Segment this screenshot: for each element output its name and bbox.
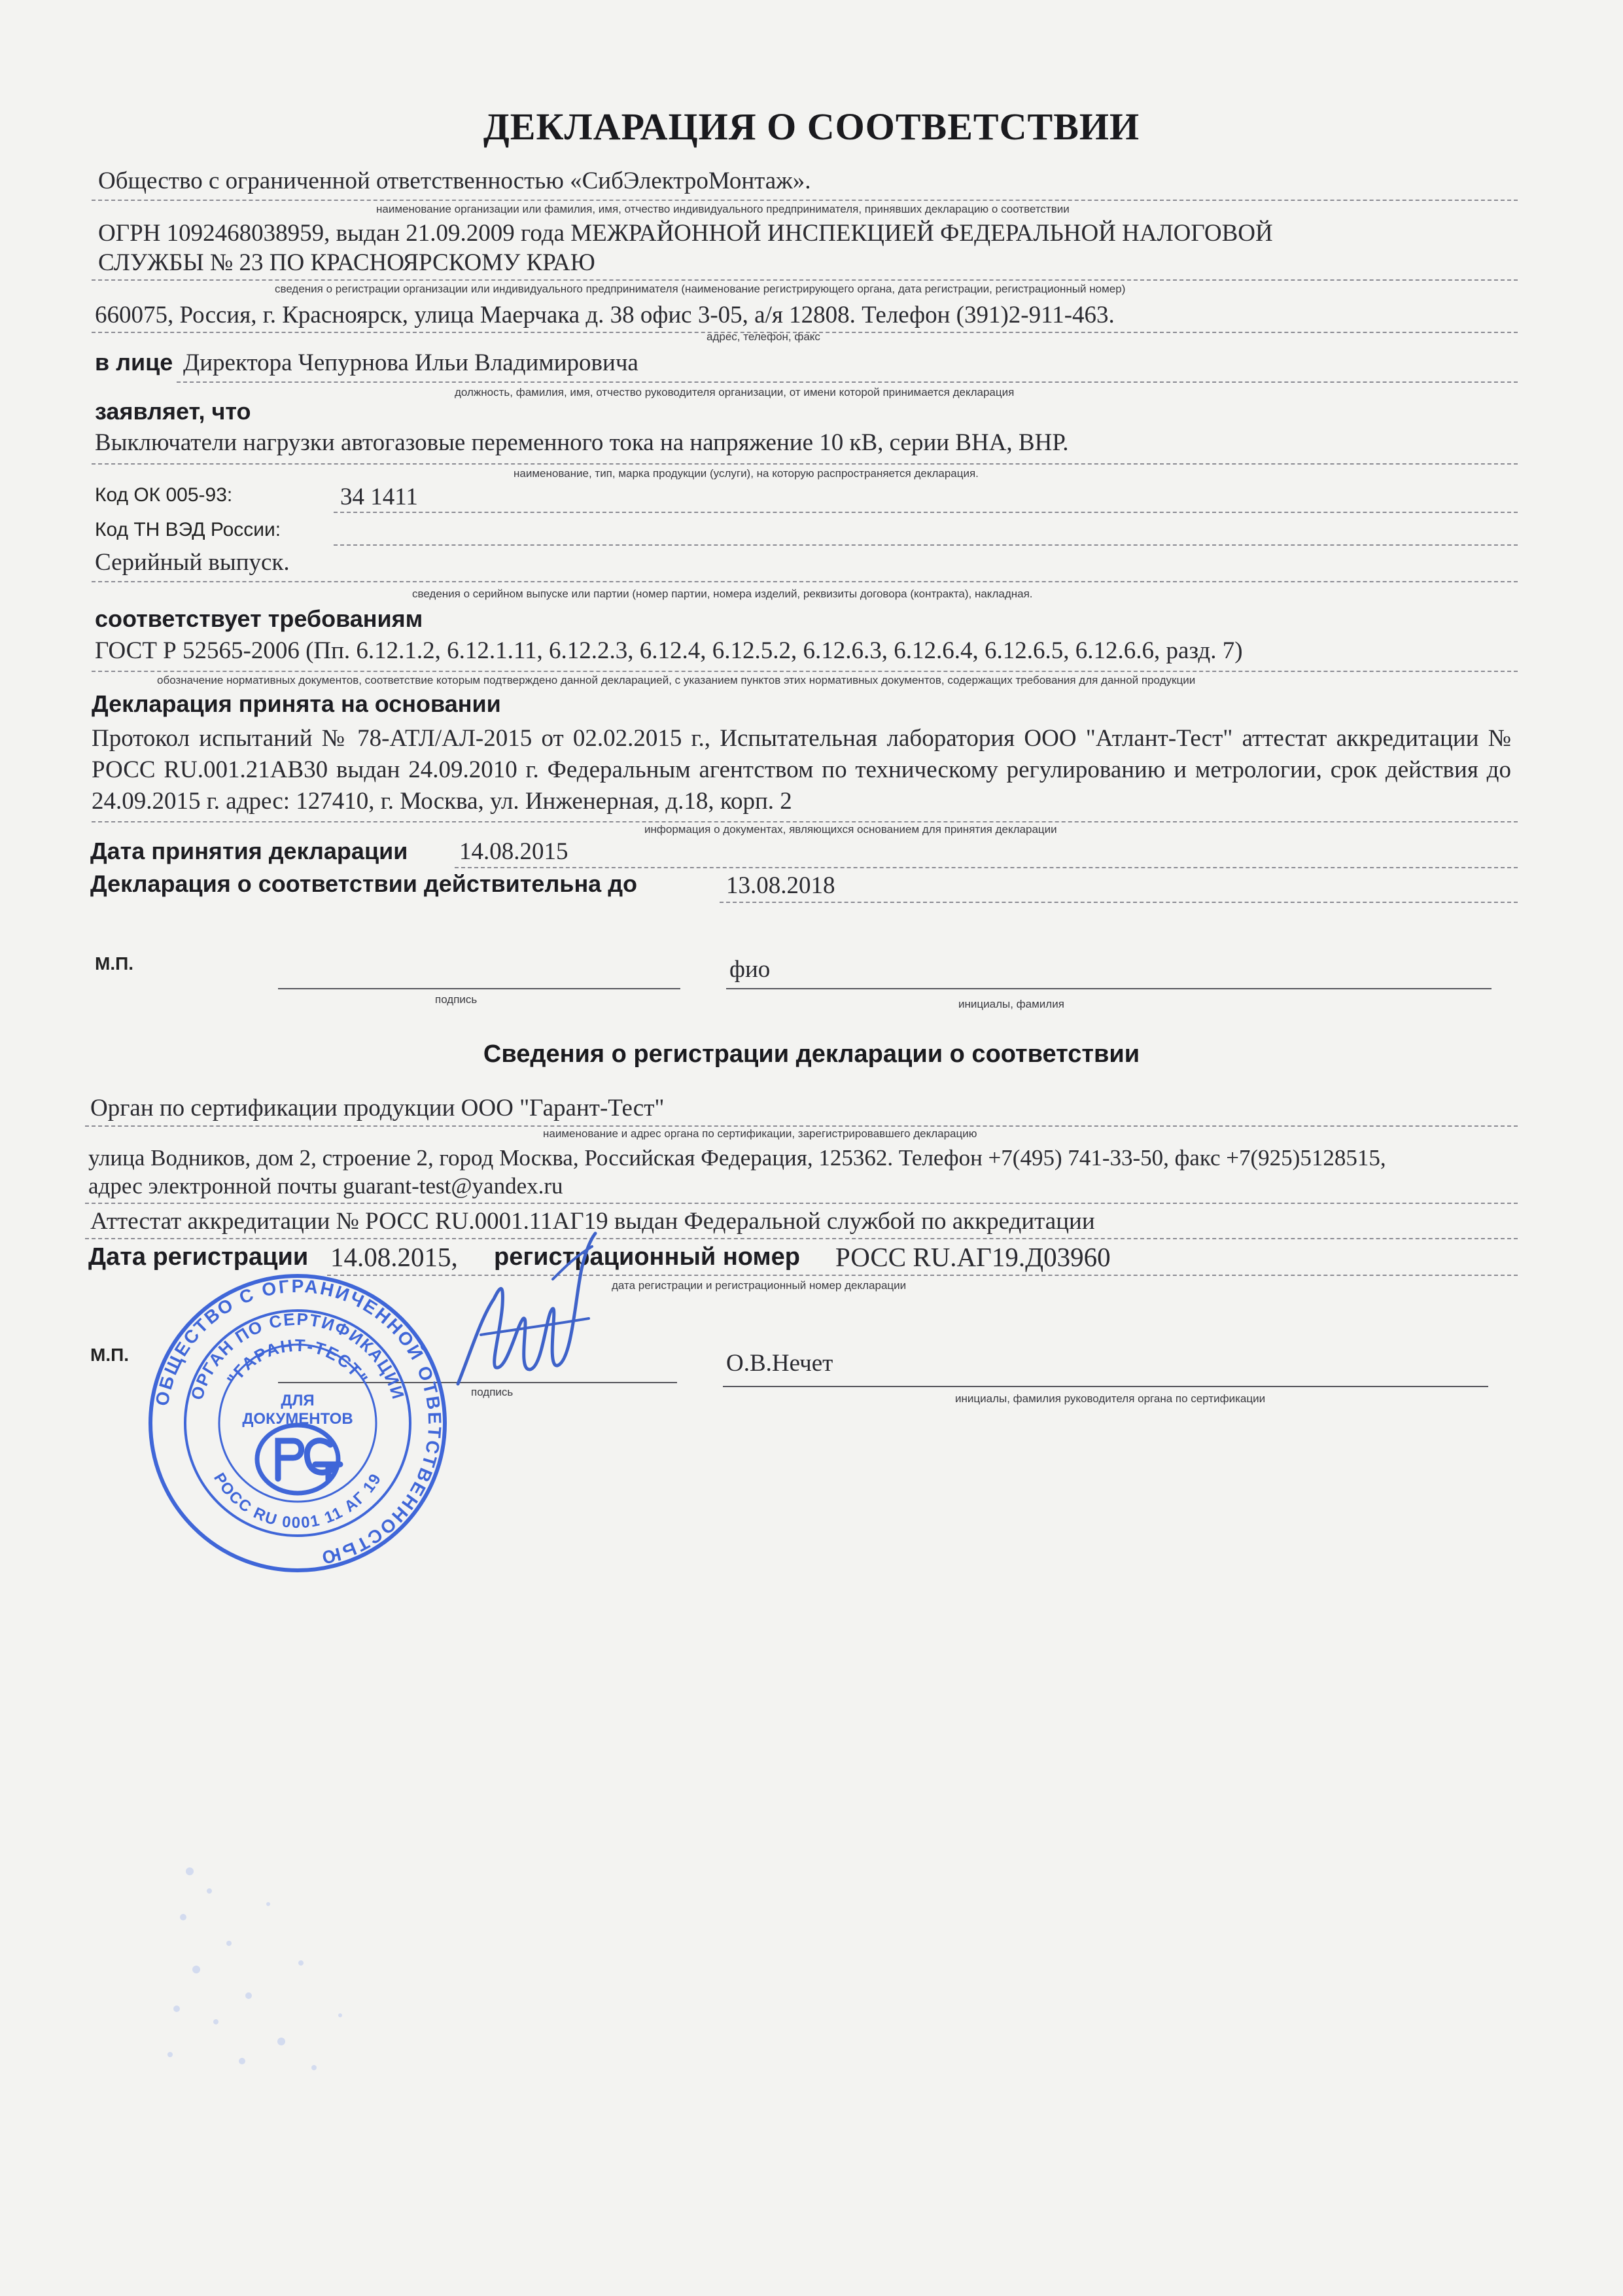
- certification-stamp: [144, 1269, 451, 1577]
- person-value: Директора Чепурнова Ильи Владимировича: [183, 349, 638, 376]
- cert-body-address-line-1: улица Водников, дом 2, строение 2, город Москва, Российская Федерация, 125362. Телефон +7(495) 741-33-50, факс +7(925)5128515,: [88, 1145, 1386, 1171]
- signature-line: [278, 988, 680, 989]
- conforms-label: соответствует требованиям: [95, 605, 423, 632]
- cert-head-line: [723, 1386, 1488, 1387]
- cert-body-address-line-2: адрес электронной почты guarant-test@yandex.ru: [88, 1173, 563, 1199]
- cert-body-name: Орган по сертификации продукции ООО "Гарант-Тест": [90, 1095, 665, 1122]
- declares-label: заявляет, что: [95, 398, 251, 425]
- cert-head-name: О.В.Нечет: [726, 1350, 833, 1377]
- registration-date-hint: дата регистрации и регистрационный номер декларации: [612, 1279, 907, 1292]
- registration-date-label: Дата регистрации: [88, 1243, 309, 1271]
- stamp-inner-name: "ГАРАНТ-ТЕСТ": [222, 1335, 373, 1388]
- accept-date-line: [455, 867, 1518, 868]
- org-address: 660075, Россия, г. Красноярск, улица Маерчака д. 38 офис 3-05, а/я 12808. Телефон (391)2-911-463.: [95, 302, 1115, 328]
- person-label: в лице: [95, 349, 173, 376]
- registration-line: [92, 279, 1518, 281]
- cert-signature-hint: подпись: [471, 1386, 514, 1398]
- serial-line: [92, 581, 1518, 582]
- product-description: Выключатели нагрузки автогазовые переменного тока на напряжение 10 кВ, серии ВНА, ВНР.: [95, 429, 1069, 456]
- ok-code-value: 34 1411: [340, 484, 418, 510]
- fio-line: [726, 988, 1492, 989]
- accreditation-text: Аттестат аккредитации № РОСС RU.0001.11АГ19 выдан Федеральной службой по аккредитации: [90, 1208, 1095, 1235]
- registration-number-label: регистрационный номер: [494, 1243, 800, 1271]
- cert-stamp-place-label: М.П.: [90, 1345, 130, 1365]
- valid-until-label: Декларация о соответствии действительна до: [90, 870, 638, 897]
- tnved-label: Код ТН ВЭД России:: [95, 519, 281, 540]
- stamp-inner-top: ОРГАН ПО СЕРТИФИКАЦИИ: [186, 1309, 409, 1403]
- stamp-bottom-text: РОСС RU 0001 11 АГ 19: [210, 1470, 385, 1532]
- ok-code-line: [334, 512, 1518, 513]
- basis-text: Протокол испытаний № 78-АТЛ/АЛ-2015 от 02.02.2015 г., Испытательная лаборатория ООО "Атлант-Тест" аттестат аккредитации № РОСС RU.001.21АВ30 выдан 24.09.2010 г. Федеральным агентством по техническому регулированию и метрологии, срок действия до 24.09.2015 г. адрес: 127410, г. Москва, ул. Инженерная, д.18, корп. 2: [92, 725, 1511, 815]
- org-name: Общество с ограниченной ответственностью «СибЭлектроМонтаж».: [98, 168, 811, 194]
- standard-text: ГОСТ Р 52565-2006 (Пп. 6.12.1.2, 6.12.1.11, 6.12.2.3, 6.12.4, 6.12.5.2, 6.12.6.3, 6.12.6.4, 6.12.6.5, 6.12.6.6, разд. 7): [95, 637, 1243, 664]
- fio-value: фио: [729, 956, 771, 983]
- product-hint: наименование, тип, марка продукции (услуги), на которую распространяется декларация.: [514, 467, 979, 480]
- registration-line-1: ОГРН 1092468038959, выдан 21.09.2009 года МЕЖРАЙОННОЙ ИНСПЕКЦИЕЙ ФЕДЕРАЛЬНОЙ НАЛОГОВОЙ: [98, 220, 1273, 247]
- person-hint: должность, фамилия, имя, отчество руководителя организации, от имени которой принимается декларация: [455, 386, 1015, 398]
- product-line: [92, 463, 1518, 465]
- person-line: [177, 381, 1518, 383]
- stamp-place-label: М.П.: [95, 953, 134, 974]
- stamp-center-line-1: ДЛЯ: [281, 1392, 315, 1409]
- cert-body-hint: наименование и адрес органа по сертификации, зарегистрировавшего декларацию: [543, 1127, 977, 1140]
- cert-head-hint: инициалы, фамилия руководителя органа по сертификации: [955, 1392, 1266, 1405]
- registration-hint: сведения о регистрации организации или индивидуального предпринимателя (наименование регистрирующего органа, дата регистрации, регистрационный номер): [275, 283, 1126, 295]
- serial-hint: сведения о серийном выпуске или партии (номер партии, номера изделий, реквизиты договора (контракта), накладная.: [412, 588, 1033, 600]
- address-hint: адрес, телефон, факс: [707, 330, 820, 343]
- valid-until-value: 13.08.2018: [726, 872, 835, 899]
- org-name-hint: наименование организации или фамилия, имя, отчество индивидуального предпринимателя, принявших декларацию о соответствии: [376, 203, 1070, 215]
- page-title: ДЕКЛАРАЦИЯ О СООТВЕТСТВИИ: [483, 105, 1140, 148]
- basis-line: [92, 821, 1518, 822]
- standard-hint: обозначение нормативных документов, соответствие которым подтверждено данной декларацией, с указанием пунктов этих нормативных документов, содержащих требования для данной продукции: [157, 674, 1196, 686]
- stamp-center-line-2: ДОКУМЕНТОВ: [242, 1410, 353, 1428]
- basis-hint: информация о документах, являющихся основанием для принятия декларации: [644, 823, 1057, 836]
- tnved-line: [334, 544, 1518, 546]
- faint-stamp-trace: [150, 1845, 386, 2094]
- fio-hint: инициалы, фамилия: [958, 998, 1064, 1010]
- stamp-outer-text: ОБЩЕСТВО С ОГРАНИЧЕННОЙ ОТВЕТСТВЕННОСТЬЮ: [151, 1275, 445, 1569]
- cert-body-address-line: [85, 1203, 1518, 1204]
- pct-logo-icon: [278, 1441, 340, 1480]
- registration-date-value: 14.08.2015,: [330, 1242, 458, 1272]
- org-name-line: [92, 200, 1518, 201]
- standard-line: [92, 671, 1518, 672]
- accreditation-line: [85, 1238, 1518, 1239]
- accept-date-value: 14.08.2015: [459, 838, 568, 865]
- basis-label: Декларация принята на основании: [92, 690, 501, 717]
- registration-title: Сведения о регистрации декларации о соответствии: [483, 1040, 1140, 1068]
- registration-number-value: РОСС RU.АГ19.Д03960: [835, 1242, 1111, 1272]
- valid-until-line: [720, 902, 1518, 903]
- accept-date-label: Дата принятия декларации: [90, 838, 408, 864]
- ok-code-label: Код ОК 005-93:: [95, 484, 233, 506]
- registration-line-2: СЛУЖБЫ № 23 ПО КРАСНОЯРСКОМУ КРАЮ: [98, 249, 595, 276]
- serial-text: Серийный выпуск.: [95, 549, 290, 576]
- cert-body-line: [85, 1125, 1518, 1127]
- signature-hint: подпись: [435, 993, 478, 1006]
- svg-text:ОРГАН ПО СЕРТИФИКАЦИИ: [186, 1309, 408, 1402]
